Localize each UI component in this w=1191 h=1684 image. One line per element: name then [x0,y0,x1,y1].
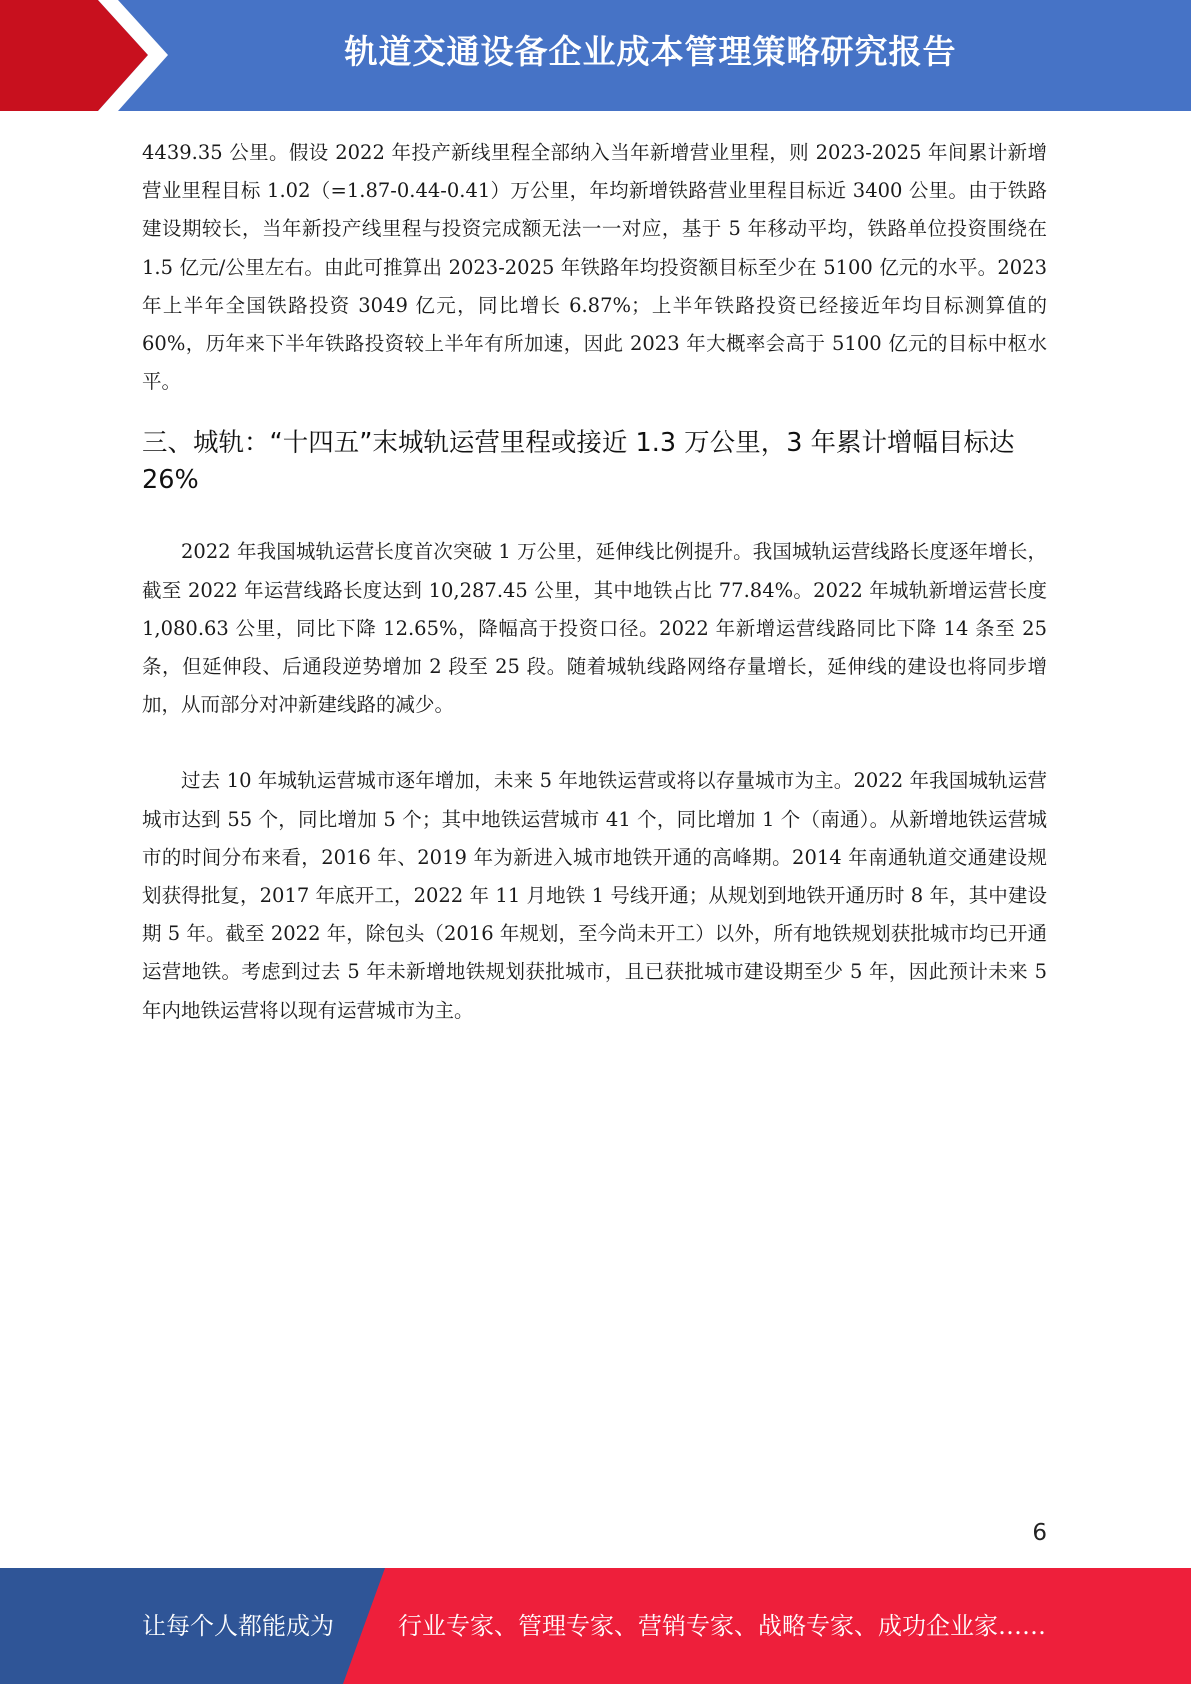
footer-slogan-left: 让每个人都能成为 [142,1612,334,1640]
paragraph-urban-rail-length: 2022 年我国城轨运营长度首次突破 1 万公里，延伸线比例提升。我国城轨运营线路长度逐年增长，截至 2022 年运营线路长度达到 10,287.45 公里，其中地铁占比 77.84%。2022 年城轨新增运营长度 1,080.63 公里，同比下降 12.65%，降幅高于投资口径。2022 年新增运营线路同比下降 14 条至 25 条，但延伸段、后通段逆势增加 2 段至 25 段。随着城轨线路网络存量增长，延伸线的建设也将同步增加，从而部分对冲新建线路的减少。 [142,540,1047,717]
spacer [142,499,1047,533]
section-heading-urban-rail: 三、城轨：“十四五”末城轨运营里程或接近 1.3 万公里，3 年累计增幅目标达 26% [142,428,1015,496]
page-content [142,134,1047,1030]
paragraph-railway-investment: 4439.35 公里。假设 2022 年投产新线里程全部纳入当年新增营业里程，则 2023-2025 年间累计新增营业里程目标 1.02（=1.87-0.44-0.41）万公里，年均新增铁路营业里程目标近 3400 公里。由于铁路建设期较长，当年新投产线里程与投资完成额无法一一对应，基于 5 年移动平均，铁路单位投资围绕在 1.5 亿元/公里左右。由此可推算出 2023-2025 年铁路年均投资额目标至少在 5100 亿元的水平。2023 年上半年全国铁路投资 3049 亿元，同比增长 6.87%；上半年铁路投资已经接近年均目标测算值的 60%，历年来下半年铁路投资较上半年有所加速，因此 2023 年大概率会高于 5100 亿元的目标中枢水平。 [142,141,1047,394]
document-title: 轨道交通设备企业成本管理策略研究报告 [344,32,957,71]
page-footer [0,1568,1191,1684]
page-number: 6 [1032,1520,1047,1546]
footer-slogan-right: 行业专家、管理专家、营销专家、战略专家、成功企业家…… [398,1612,1046,1640]
paragraph-urban-rail-cities: 过去 10 年城轨运营城市逐年增加，未来 5 年地铁运营或将以存量城市为主。2022 年我国城轨运营城市达到 55 个，同比增加 5 个；其中地铁运营城市 41 个，同比增加 1 个（南通）。从新增地铁运营城市的时间分布来看，2016 年、2019 年为新进入城市地铁开通的高峰期。2014 年南通轨道交通建设规划获得批复，2017 年底开工，2022 年 11 月地铁 1 号线开通；从规划到地铁开通历时 8 年，其中建设期 5 年。截至 2022 年，除包头（2016 年规划，至今尚未开工）以外，所有地铁规划获批城市均已开通运营地铁。考虑到过去 5 年未新增地铁规划获批城市，且已获批城市建设期至少 5 年，因此预计未来 5 年内地铁运营将以现有运营城市为主。 [142,769,1047,1022]
page-header [0,0,1191,111]
spacer [142,724,1047,762]
